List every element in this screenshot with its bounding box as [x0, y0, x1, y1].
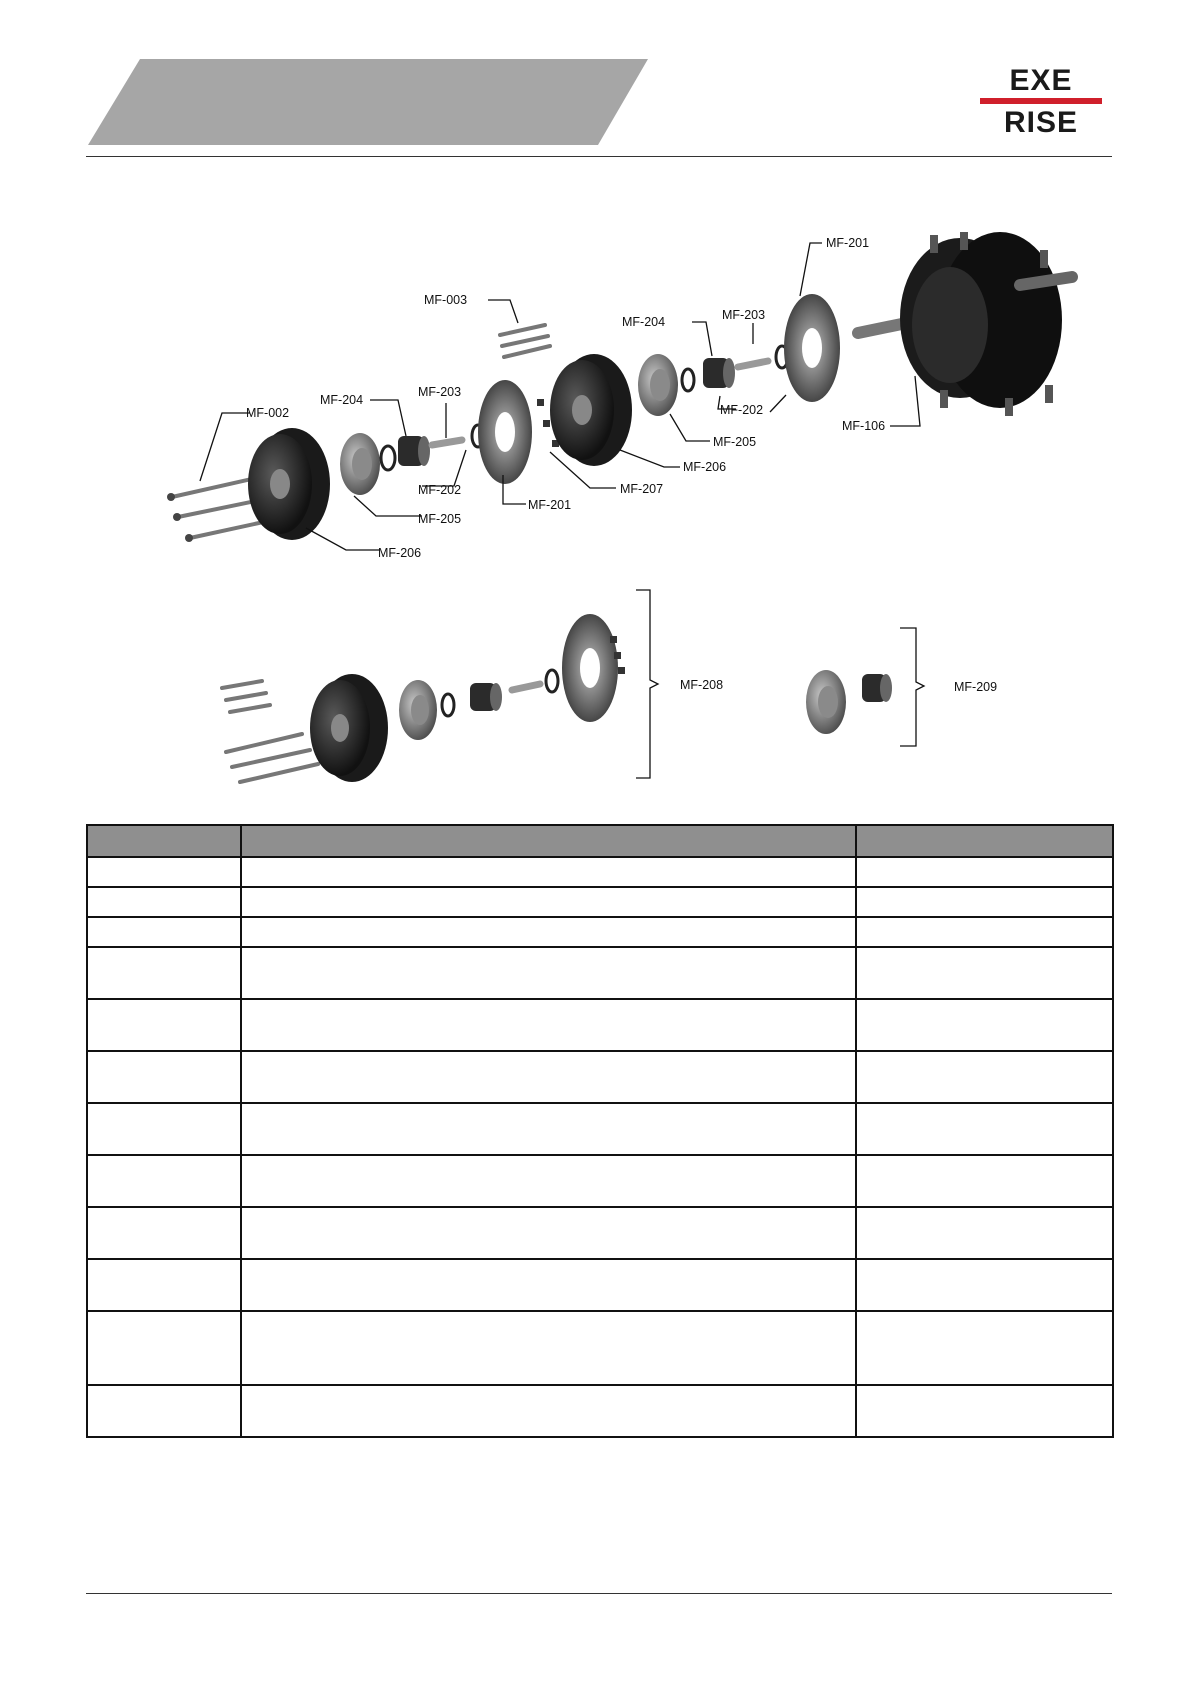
table-row — [87, 1103, 1113, 1155]
cell — [241, 999, 856, 1051]
cell — [856, 917, 1113, 947]
header-cell-2 — [241, 825, 856, 857]
table-row — [87, 999, 1113, 1051]
cell — [87, 1311, 241, 1385]
callout-mf003: MF-003 — [424, 293, 468, 307]
kit-mf209-parts — [806, 670, 892, 734]
cell — [241, 1051, 856, 1103]
callout-mf205-right: MF-205 — [713, 435, 757, 449]
callout-mf202-right: MF-202 — [720, 403, 764, 417]
cell — [856, 1051, 1113, 1103]
circlip-mf202-left — [381, 446, 395, 470]
cell — [241, 1103, 856, 1155]
footer-rule — [86, 1593, 1112, 1594]
logo-text-top: EXE — [1009, 64, 1073, 97]
callout-mf206-left: MF-206 — [378, 546, 422, 560]
exploded-parts-diagram — [0, 0, 1190, 820]
cell — [87, 1103, 241, 1155]
bushing-mf204-right — [703, 358, 735, 388]
housing-mf206-middle — [550, 354, 632, 466]
cell — [87, 947, 241, 999]
callout-mf203-right: MF-203 — [722, 308, 766, 322]
callout-mf208: MF-208 — [680, 678, 724, 692]
parts-table — [86, 824, 1114, 1438]
kit-mf208-parts — [222, 614, 625, 782]
callout-mf002: MF-002 — [246, 406, 290, 420]
logo-text-bottom: RISE — [1003, 106, 1079, 139]
table-row — [87, 1385, 1113, 1437]
cell — [856, 887, 1113, 917]
cell — [856, 1311, 1113, 1385]
table-row — [87, 947, 1113, 999]
short-bolts-mf003 — [500, 325, 550, 357]
motor-mf106 — [858, 232, 1072, 416]
cell — [87, 917, 241, 947]
housing-mf206-left — [248, 428, 330, 540]
table-row — [87, 1259, 1113, 1311]
cell — [856, 1155, 1113, 1207]
callout-mf209: MF-209 — [954, 680, 998, 694]
cell — [241, 1207, 856, 1259]
header-cell-3 — [856, 825, 1113, 857]
cell — [856, 999, 1113, 1051]
cell — [241, 1155, 856, 1207]
pin-mf203-left — [432, 440, 462, 445]
cell — [87, 857, 241, 887]
table-row — [87, 917, 1113, 947]
cell — [856, 1207, 1113, 1259]
cell — [241, 857, 856, 887]
hub-mf205-left — [340, 433, 380, 495]
pin-mf203-right — [738, 361, 768, 367]
bushing-mf204-left — [398, 436, 430, 466]
disc-mf201-right — [784, 294, 840, 402]
callout-mf202-left: MF-202 — [418, 483, 462, 497]
cell — [241, 1311, 856, 1385]
cell — [241, 947, 856, 999]
disc-mf201-left — [478, 380, 532, 484]
cell — [856, 947, 1113, 999]
cell — [856, 1103, 1113, 1155]
cell — [856, 1259, 1113, 1311]
callout-mf204-right: MF-204 — [622, 315, 666, 329]
cell — [87, 887, 241, 917]
callout-mf106: MF-106 — [842, 419, 886, 433]
cell — [241, 1385, 856, 1437]
table-row — [87, 1311, 1113, 1385]
cell — [856, 857, 1113, 887]
callout-mf203-left: MF-203 — [418, 385, 462, 399]
header-cell-1 — [87, 825, 241, 857]
callout-mf201-right: MF-201 — [826, 236, 870, 250]
table-row — [87, 887, 1113, 917]
table-header-row — [87, 825, 1113, 857]
table-row — [87, 857, 1113, 887]
cell — [241, 1259, 856, 1311]
bracket-mf209 — [900, 628, 924, 746]
cell — [856, 1385, 1113, 1437]
table-row — [87, 1051, 1113, 1103]
circlip-mf202-right — [682, 369, 694, 391]
table-row — [87, 1207, 1113, 1259]
callout-mf205-left: MF-205 — [418, 512, 462, 526]
cell — [87, 999, 241, 1051]
cell — [87, 1385, 241, 1437]
callout-mf201-left: MF-201 — [528, 498, 572, 512]
cell — [241, 917, 856, 947]
callout-mf204-left: MF-204 — [320, 393, 364, 407]
table-row — [87, 1155, 1113, 1207]
callout-mf207: MF-207 — [620, 482, 664, 496]
cell — [87, 1155, 241, 1207]
callout-mf206-middle: MF-206 — [683, 460, 727, 474]
hub-mf205-right — [638, 354, 678, 416]
cell — [241, 887, 856, 917]
cell — [87, 1207, 241, 1259]
bracket-mf208 — [636, 590, 658, 778]
cell — [87, 1259, 241, 1311]
cell — [87, 1051, 241, 1103]
